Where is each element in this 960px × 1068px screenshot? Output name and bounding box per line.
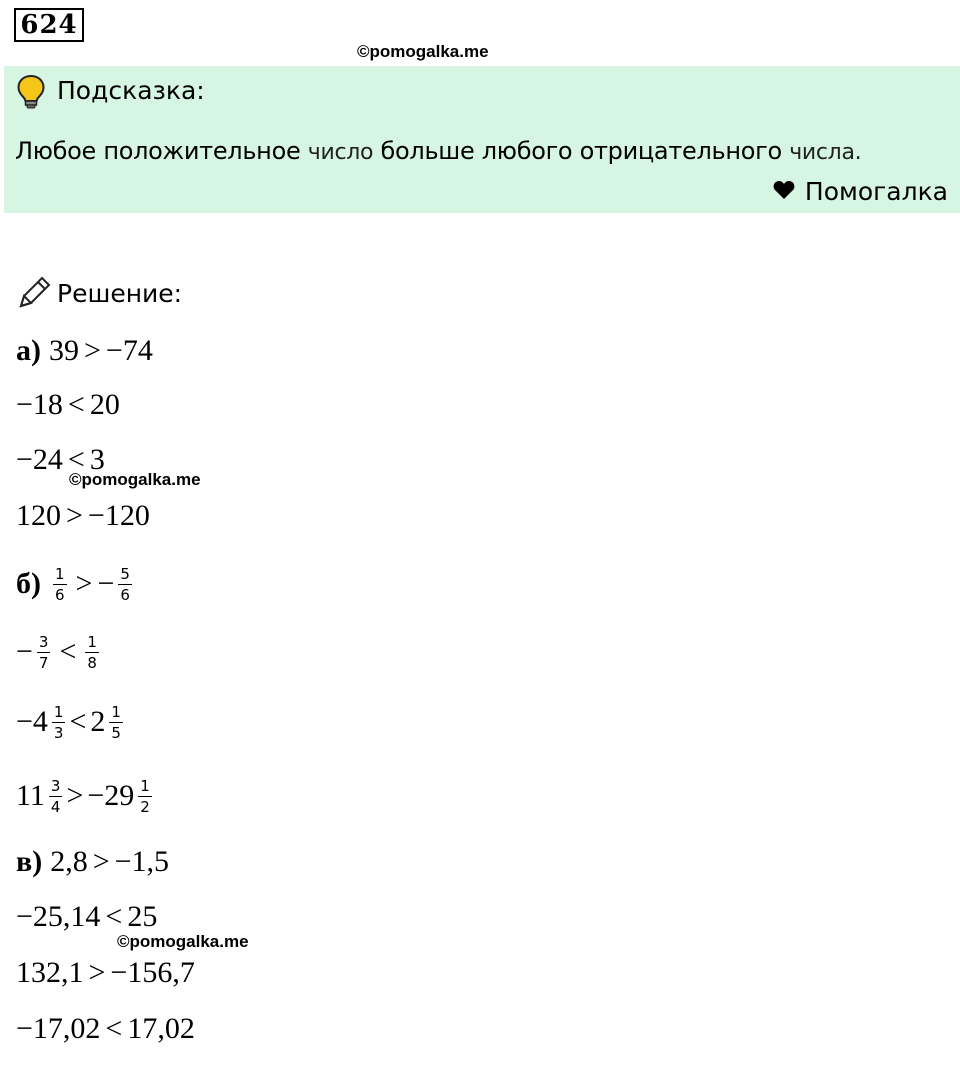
fraction: $\frac{1}{6}$ bbox=[55, 564, 65, 604]
value: −17,02 bbox=[16, 1012, 101, 1045]
hint-text-part: число bbox=[307, 140, 374, 165]
operator: > bbox=[66, 499, 83, 532]
signature bbox=[773, 173, 948, 211]
operator: < bbox=[59, 635, 77, 668]
value: −1,5 bbox=[114, 845, 170, 878]
solution-line bbox=[16, 899, 157, 935]
hint-text bbox=[15, 133, 861, 171]
part-label: б) bbox=[16, 567, 41, 600]
value: −18 bbox=[16, 388, 63, 421]
pencil-icon bbox=[16, 275, 52, 316]
hint-text-part: числа. bbox=[789, 140, 862, 165]
operator: < bbox=[67, 443, 85, 476]
lightbulb-icon bbox=[16, 74, 46, 115]
solution-line bbox=[16, 696, 127, 748]
signature-text: Помогалка bbox=[804, 177, 948, 206]
operator: > bbox=[88, 956, 106, 989]
solution-line bbox=[16, 387, 120, 423]
value: 17,02 bbox=[127, 1012, 195, 1045]
sign: − bbox=[97, 567, 115, 600]
hint-title: Подсказка: bbox=[57, 76, 205, 105]
value: 25 bbox=[127, 900, 158, 933]
value: 132,1 bbox=[16, 956, 84, 989]
value: 29 bbox=[104, 779, 135, 812]
fraction: $\frac{1}{3}$ bbox=[53, 702, 64, 742]
value: 20 bbox=[89, 388, 120, 421]
task-number: 624 bbox=[14, 8, 84, 42]
solution-line bbox=[16, 955, 195, 991]
part-label: в) bbox=[16, 845, 43, 878]
value: 3 bbox=[89, 443, 105, 476]
solution-line bbox=[16, 498, 150, 534]
heart-icon bbox=[773, 173, 795, 211]
watermark: ©pomogalka.me bbox=[69, 470, 201, 489]
sign: − bbox=[16, 635, 33, 668]
value: −25,14 bbox=[16, 900, 101, 933]
solution-title: Решение: bbox=[57, 279, 183, 308]
value: −120 bbox=[87, 499, 150, 532]
operator: > bbox=[66, 779, 84, 812]
operator: > bbox=[92, 845, 110, 878]
fraction: $\frac{1}{2}$ bbox=[140, 776, 150, 816]
value: 11 bbox=[16, 779, 45, 812]
value: −156,7 bbox=[110, 956, 195, 989]
value: 2 bbox=[90, 705, 106, 738]
value: 120 bbox=[16, 499, 61, 532]
hint-text-part: больше любого отрицательного bbox=[380, 137, 782, 165]
solution-line bbox=[16, 844, 169, 880]
value: 4 bbox=[32, 705, 48, 738]
solution-line bbox=[16, 626, 103, 678]
hint-text-part: Любое положительное bbox=[15, 137, 301, 165]
operator: < bbox=[67, 388, 85, 421]
operator: < bbox=[105, 900, 123, 933]
watermark: ©pomogalka.me bbox=[357, 42, 489, 61]
sign: − bbox=[87, 779, 105, 812]
watermark: ©pomogalka.me bbox=[117, 932, 249, 951]
sign: − bbox=[16, 705, 33, 738]
value: −24 bbox=[16, 443, 63, 476]
operator: > bbox=[84, 334, 101, 367]
fraction: $\frac{1}{8}$ bbox=[87, 632, 97, 672]
part-label: а) bbox=[16, 334, 41, 367]
operator: < bbox=[105, 1012, 123, 1045]
solution-line bbox=[16, 770, 156, 822]
fraction: $\frac{1}{5}$ bbox=[111, 702, 121, 742]
value: −74 bbox=[105, 334, 153, 367]
fraction: $\frac{5}{6}$ bbox=[120, 564, 130, 604]
fraction: $\frac{3}{7}$ bbox=[38, 632, 49, 672]
operator: < bbox=[69, 705, 87, 738]
operator: > bbox=[75, 567, 93, 600]
fraction: $\frac{3}{4}$ bbox=[50, 776, 61, 816]
solution-line bbox=[16, 1011, 195, 1047]
solution-line bbox=[16, 333, 153, 369]
value: 2,8 bbox=[50, 845, 88, 878]
value: 39 bbox=[49, 334, 79, 367]
solution-line bbox=[16, 558, 136, 610]
